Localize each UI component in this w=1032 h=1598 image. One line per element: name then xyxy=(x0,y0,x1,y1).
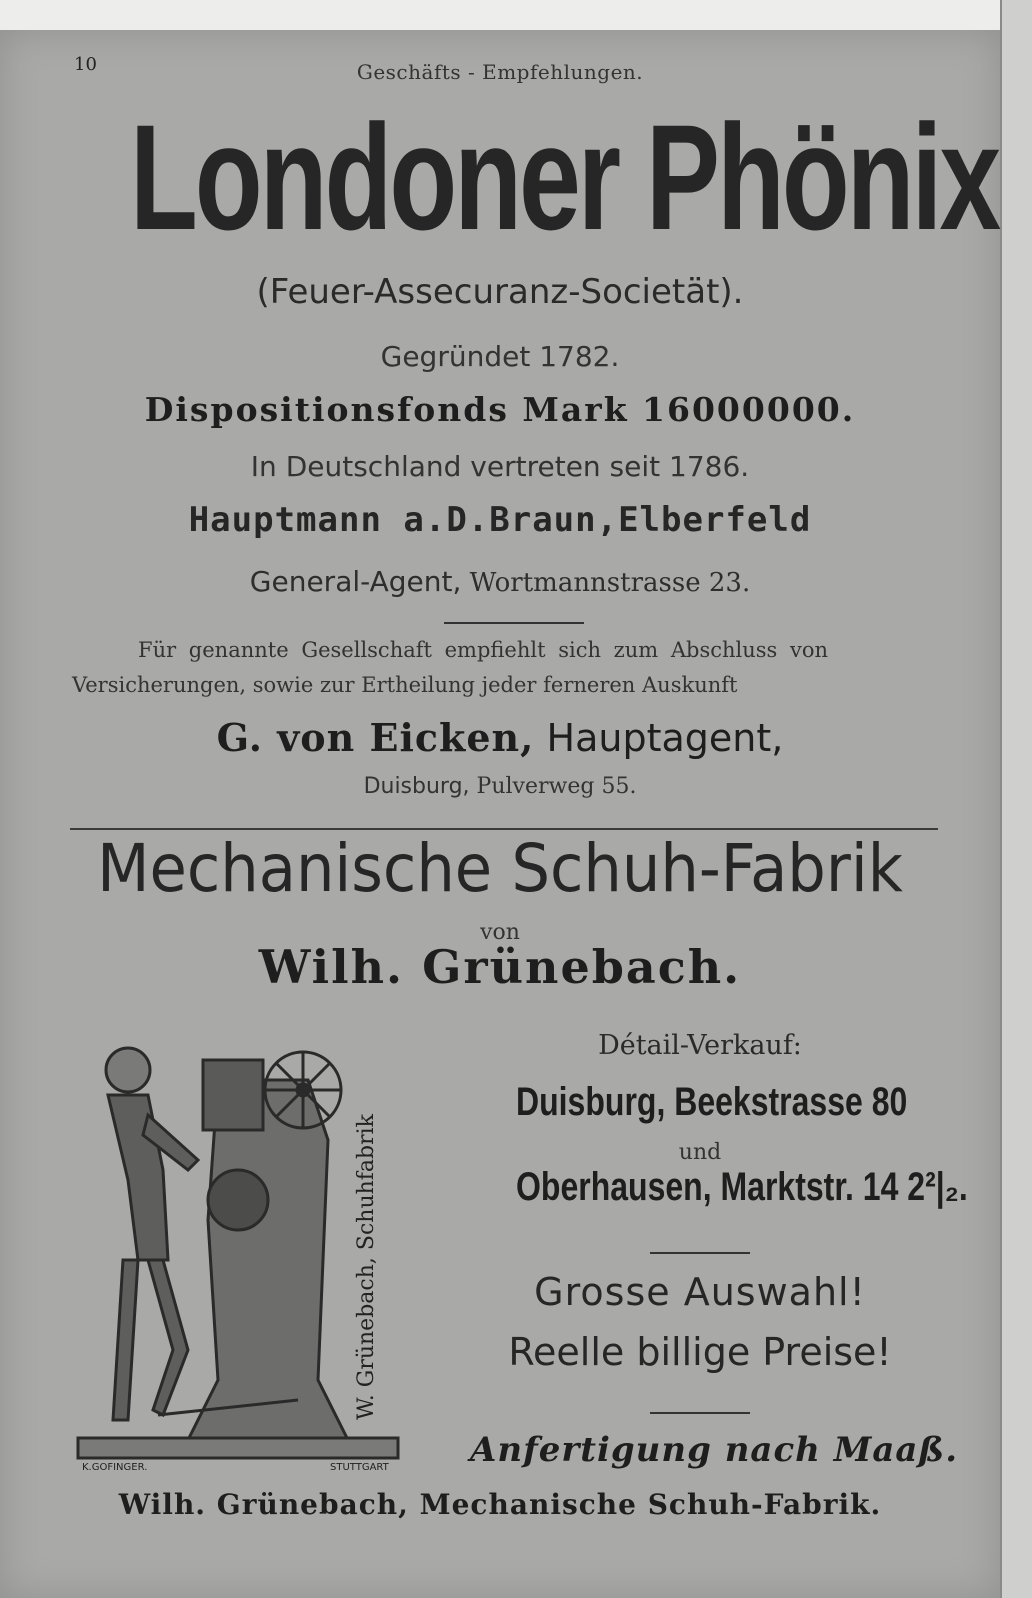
main-agent-address xyxy=(0,774,1000,799)
shoe-factory-owner: Wilh. Grünebach. xyxy=(258,940,742,994)
founded-line: Gegründet 1782. xyxy=(380,340,620,373)
slogan-selection: Grosse Auswahl! xyxy=(534,1270,866,1314)
general-agent-address: Wortmannstrasse 23. xyxy=(469,568,751,598)
location-duisburg: Duisburg, Beekstrasse 80 xyxy=(516,1080,908,1124)
represented-line: In Deutschland vertreten seit 1786. xyxy=(250,450,750,483)
main-agent-title: Hauptagent, xyxy=(546,716,784,760)
main-agent-name: G. von Eicken, xyxy=(216,715,535,760)
main-agent-street: Pulverweg 55. xyxy=(476,774,637,799)
shoe-machine-illustration xyxy=(68,1020,408,1470)
von-label: von xyxy=(480,920,520,945)
illustration-side-text: W. Grünebach, Schuhfabrik xyxy=(354,1113,379,1420)
short-rule-upper xyxy=(650,1252,750,1254)
insurance-subtitle: (Feuer-Assecuranz-Societät). xyxy=(256,272,744,312)
general-agent-line xyxy=(0,565,1000,598)
short-rule-lower xyxy=(650,1412,750,1414)
detail-sale-label: Détail-Verkauf: xyxy=(598,1030,802,1061)
running-head: Geschäfts - Empfehlungen. xyxy=(356,60,644,84)
general-agent-title: General-Agent, xyxy=(249,565,462,598)
general-agent-name: Hauptmann a.D.Braun,Elberfeld xyxy=(188,500,812,540)
page-edge xyxy=(1000,0,1032,1598)
main-agent-line xyxy=(0,715,1000,760)
recommendation-line-2: Versicherungen, sowie zur Ertheilung jeder ferneren Auskunft xyxy=(72,673,738,697)
insurance-company-headline: Londoner Phönix xyxy=(130,93,999,261)
slogan-prices: Reelle billige Preise! xyxy=(508,1330,892,1374)
page-number: 10 xyxy=(74,54,97,75)
location-oberhausen: Oberhausen, Marktstr. 14 2²|₂. xyxy=(516,1165,968,1209)
shoe-ad-footer: Wilh. Grünebach, Mechanische Schuh-Fabrik. xyxy=(118,1488,882,1521)
recommendation-line-1: Für genannte Gesellschaft empfiehlt sich zum Abschluss von xyxy=(138,638,829,662)
made-to-measure-line: Anfertigung nach Maaß. xyxy=(470,1430,959,1470)
engraver-right: STUTTGART xyxy=(330,1462,389,1470)
top-margin xyxy=(0,0,1000,30)
engraver-left: K.GOFINGER. xyxy=(82,1462,148,1470)
und-label: und xyxy=(678,1140,722,1165)
fund-line: Dispositionsfonds Mark 16000000. xyxy=(144,390,856,429)
shoe-factory-title: Mechanische Schuh-Fabrik xyxy=(97,830,903,907)
document-page xyxy=(0,30,1000,1598)
main-agent-city: Duisburg, xyxy=(363,774,470,799)
short-rule xyxy=(444,622,584,624)
